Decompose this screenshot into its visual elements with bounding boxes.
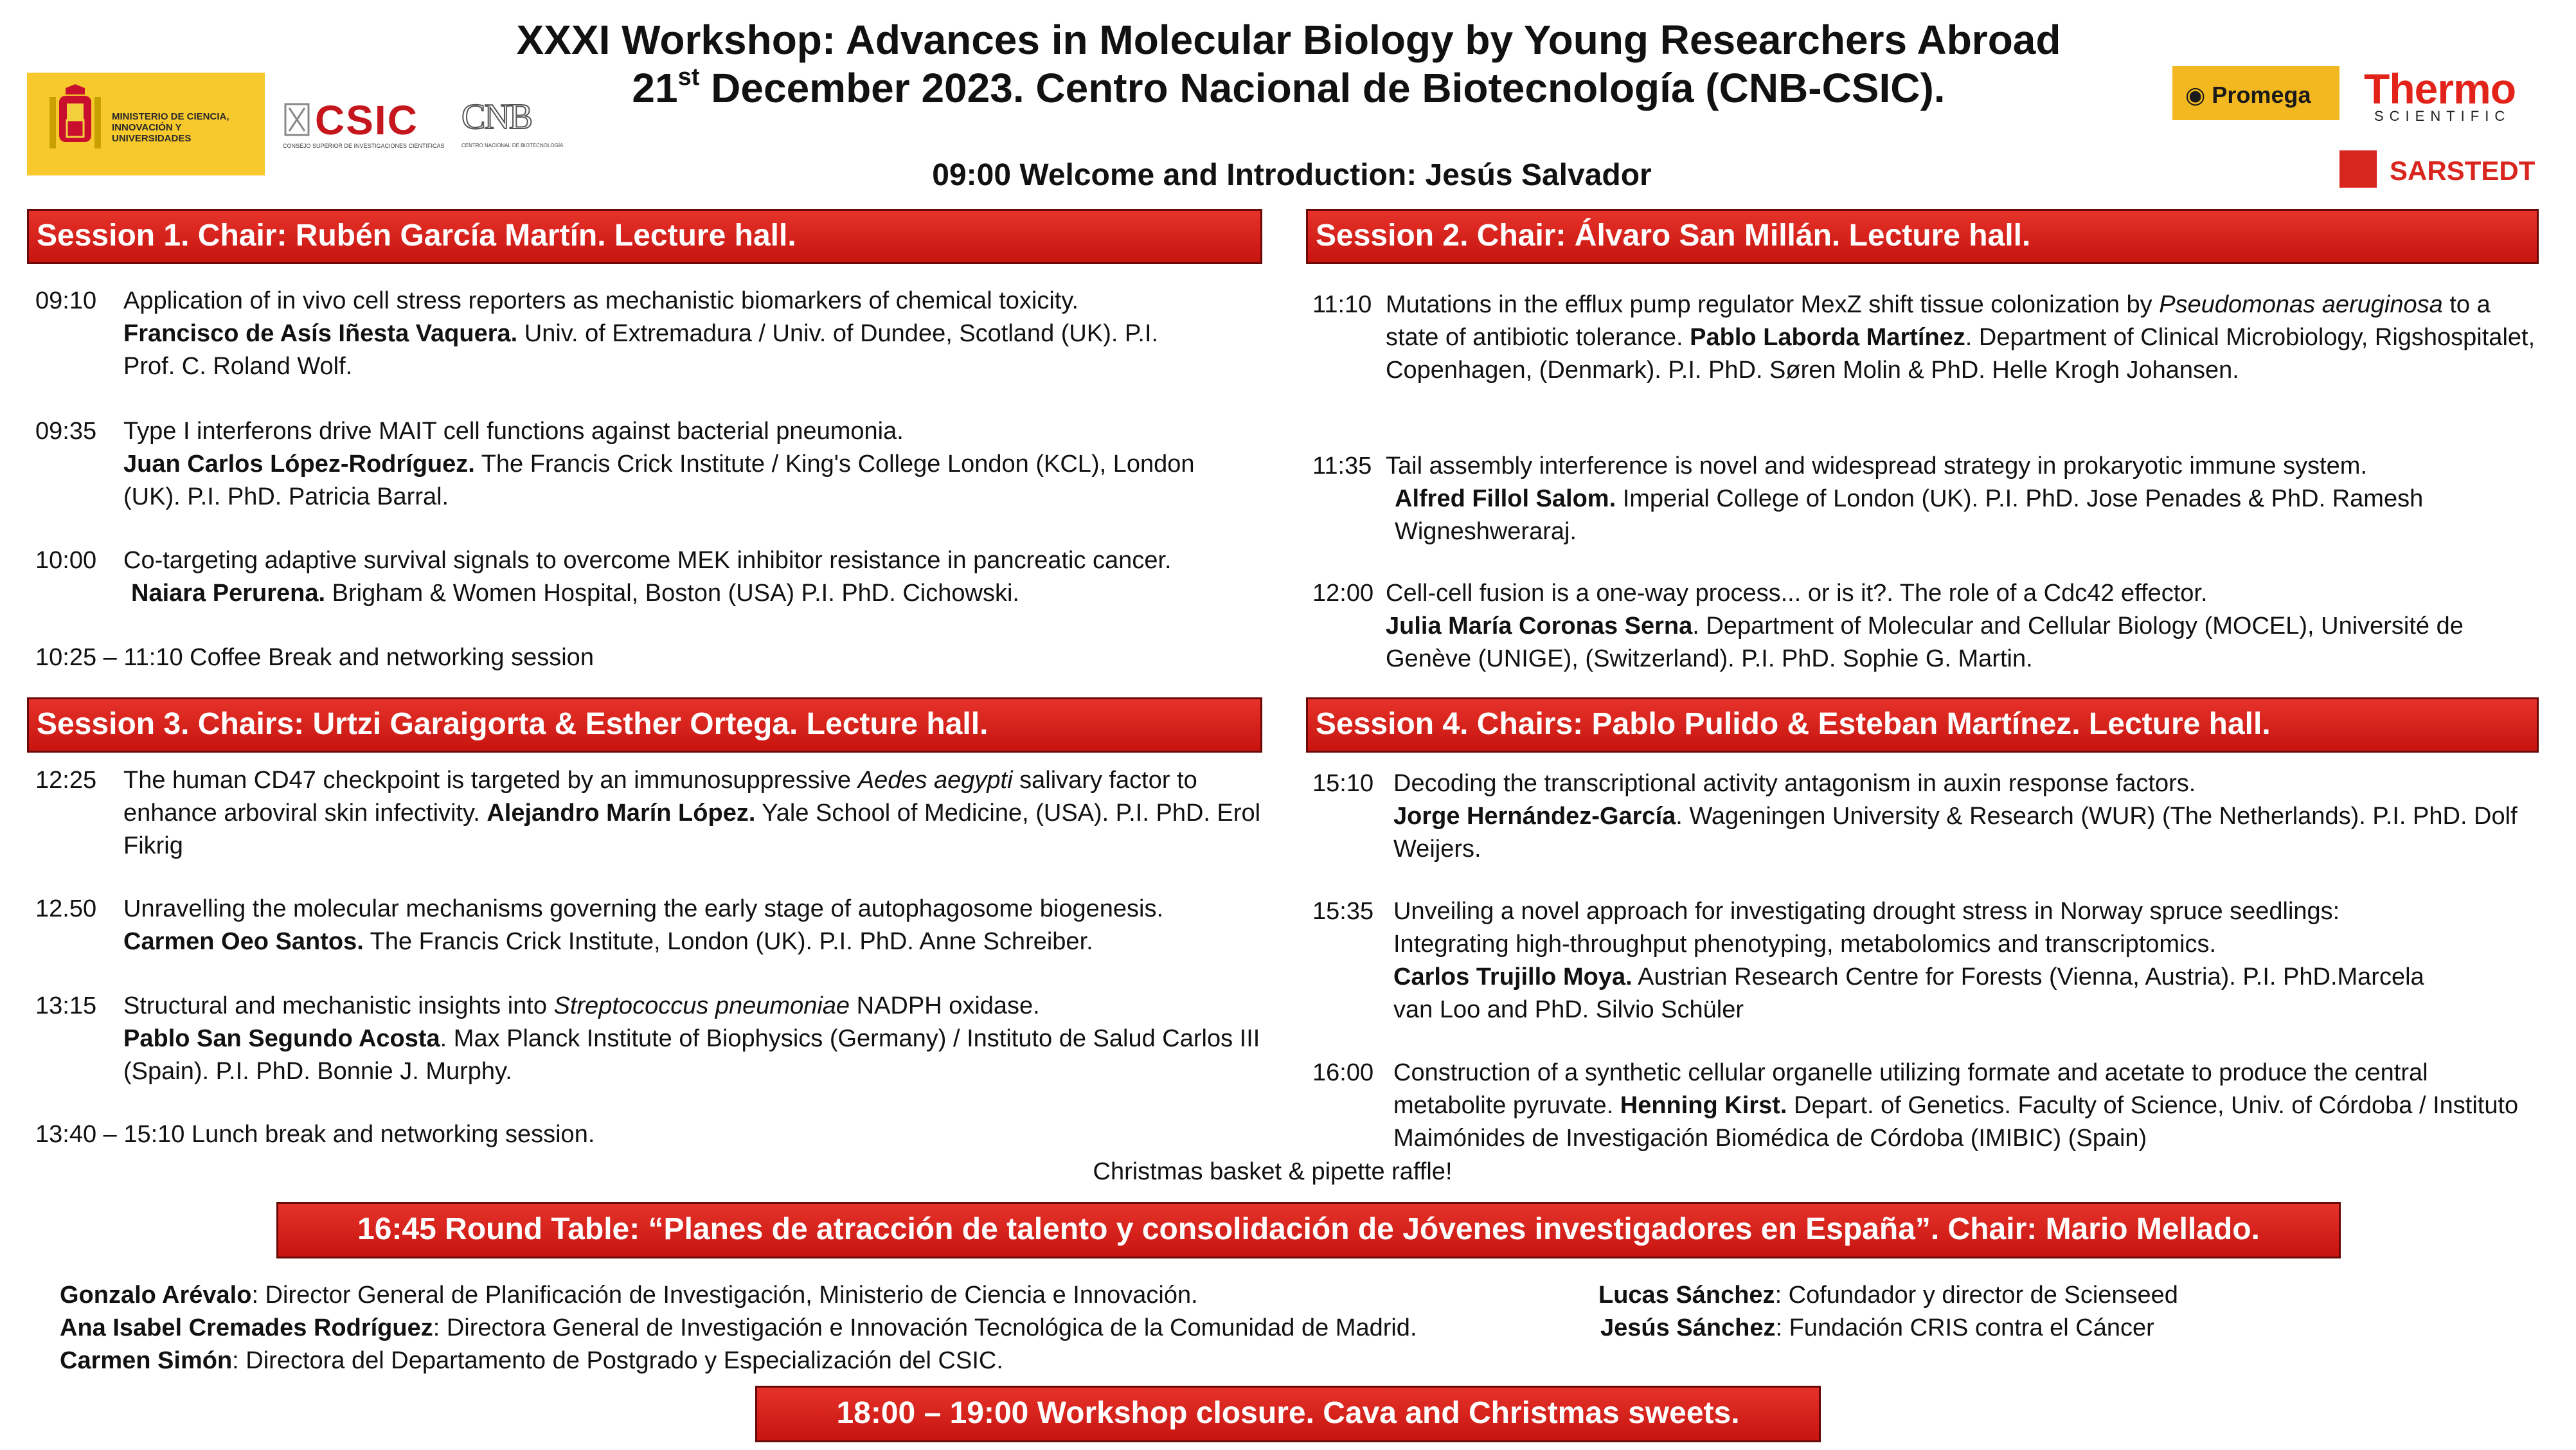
talk-entry: Construction of a synthetic cellular organelle utilizing formate and acetate to produce the central metabolite pyruvate. Henning Kirst. Depart. of Genetics. Faculty of Science, Univ. of Córdoba / Instituto Maimónides de Investigación Biomédica de Córdoba (IMIBIC) (Spain) [1393, 1059, 2519, 1152]
panelist: Carmen Simón: Directora del Departamento de Postgrado y Especialización del CSIC. [60, 1347, 1003, 1374]
talk-time: 09:35 [35, 418, 97, 445]
promega-mark-icon: ◉ [2185, 82, 2212, 108]
talk-time: 11:35 [1312, 452, 1372, 479]
talk-entry: Co-targeting adaptive survival signals to overcome MEK inhibitor resistance in pancreatic cancer. Naiara Perurena. Brigham & Women Hospital, Boston (USA) P.I. PhD. Cichowski. [123, 547, 1172, 607]
csic-emblem-icon [283, 102, 311, 138]
csic-logo: CSIC CONSEJO SUPERIOR DE INVESTIGACIONES CIENTÍFICAS [283, 97, 445, 149]
coffee-break: 10:25 – 11:10 Coffee Break and networking session [35, 644, 594, 671]
talk-time: 12:00 [1312, 580, 1374, 607]
ministerio-logo: MINISTERIO DE CIENCIA, INNOVACIÓN Y UNIVERSIDADES [27, 73, 265, 175]
poster-subtitle-date: 21st December 2023. Centro Nacional de Biotecnología (CNB-CSIC). [632, 64, 1945, 111]
welcome-introduction: 09:00 Welcome and Introduction: Jesús Salvador [932, 158, 1652, 192]
talk-time: 13:15 [35, 992, 97, 1019]
talk-time: 12:25 [35, 767, 97, 794]
promega-logo: ◉ Promega [2172, 66, 2339, 120]
panelist: Jesús Sánchez: Fundación CRIS contra el Cáncer [1600, 1314, 2154, 1341]
talk-time: 12.50 [35, 895, 97, 922]
round-table-header: 16:45 Round Table: “Planes de atracción de talento y consolidación de Jóvenes investigadores en España”. Chair: Mario Mellado. [276, 1202, 2341, 1258]
panelist: Lucas Sánchez: Cofundador y director de Scienseed [1598, 1282, 2178, 1309]
talk-entry: Unveiling a novel approach for investigating drought stress in Norway spruce seedlings: Integrating high-throughput phenotyping, metabolomics and transcriptomics. Carlos Trujillo Moya. Austrian Research Centre for Forests (Vienna, Austria). P.I. PhD.Marcela van Loo and PhD. Silvio Schüler [1393, 898, 2424, 1023]
talk-time: 11:10 [1312, 291, 1372, 318]
sarstedt-logo: SARSTEDT [2339, 147, 2552, 192]
panelist: Gonzalo Arévalo: Director General de Planificación de Investigación, Ministerio de Ciencia e Innovación. [60, 1282, 1198, 1309]
poster-title: XXXI Workshop: Advances in Molecular Biology by Young Researchers Abroad [516, 17, 2061, 63]
talk-entry: Structural and mechanistic insights into Streptococcus pneumoniae NADPH oxidase. Pablo San Segundo Acosta. Max Planck Institute of Biophysics (Germany) / Instituto de Salud Carlos III (Spain). P.I. PhD. Bonnie J. Murphy. [123, 992, 1260, 1085]
talk-time: 15:10 [1312, 770, 1374, 797]
talk-time: 09:10 [35, 287, 97, 314]
spain-coat-of-arms-icon [46, 84, 104, 164]
talk-entry: Unravelling the molecular mechanisms governing the early stage of autophagosome biogenesis. Carmen Oeo Santos. The Francis Crick Institute, London (UK). P.I. PhD. Anne Schreiber. [123, 895, 1164, 955]
session-4-header: Session 4. Chairs: Pablo Pulido & Esteban Martínez. Lecture hall. [1306, 697, 2539, 753]
sarstedt-mark-icon [2339, 150, 2377, 188]
talk-time: 16:00 [1312, 1059, 1374, 1086]
cnb-logo: CNB CENTRO NACIONAL DE BIOTECNOLOGÍA [461, 97, 564, 148]
talk-time: 15:35 [1312, 898, 1374, 925]
talk-entry: Application of in vivo cell stress reporters as mechanistic biomarkers of chemical toxicity. Francisco de Asís Iñesta Vaquera. Univ. of Extremadura / Univ. of Dundee, Scotland (UK). P.I. Prof. C. Roland Wolf. [123, 287, 1159, 380]
talk-entry: The human CD47 checkpoint is targeted by an immunosuppressive Aedes aegypti salivary factor to enhance arboviral skin infectivity. Alejandro Marín López. Yale School of Medicine, (USA). P.I. PhD. Erol Fikrig [123, 767, 1261, 859]
talk-entry: Tail assembly interference is novel and widespread strategy in prokaryotic immune system. Alfred Fillol Salom. Imperial College of London (UK). P.I. PhD. Jose Penades & PhD. Ramesh Wigneshweraraj. [1386, 452, 2424, 545]
session-2-header: Session 2. Chair: Álvaro San Millán. Lecture hall. [1306, 209, 2539, 264]
lunch-break: 13:40 – 15:10 Lunch break and networking session. [35, 1121, 595, 1148]
session-1-header: Session 1. Chair: Rubén García Martín. Lecture hall. [27, 209, 1262, 264]
panelist: Ana Isabel Cremades Rodríguez: Directora General de Investigación e Innovación Tecnológica de la Comunidad de Madrid. [60, 1314, 1417, 1341]
talk-entry: Cell-cell fusion is a one-way process... or is it?. The role of a Cdc42 effector. Julia María Coronas Serna. Department of Molecular and Cellular Biology (MOCEL), Université de Genève (UNIGE), (Switzerland). P.I. PhD. Sophie G. Martin. [1386, 580, 2464, 672]
talk-time: 10:00 [35, 547, 97, 574]
talk-entry: Type I interferons drive MAIT cell functions against bacterial pneumonia. Juan Carlos López-Rodríguez. The Francis Crick Institute / King's College London (KCL), London (UK). P.I. PhD. Patricia Barral. [123, 418, 1195, 510]
workshop-closure: 18:00 – 19:00 Workshop closure. Cava and Christmas sweets. [755, 1386, 1821, 1442]
talk-entry: Decoding the transcriptional activity antagonism in auxin response factors. Jorge Hernández-García. Wageningen University & Research (WUR) (The Netherlands). P.I. PhD. Dolf Weijers. [1393, 770, 2518, 863]
raffle-note: Christmas basket & pipette raffle! [1093, 1158, 1453, 1185]
session-3-header: Session 3. Chairs: Urtzi Garaigorta & Esther Ortega. Lecture hall. [27, 697, 1262, 753]
thermo-scientific-logo: Thermo SCIENTIFIC [2364, 65, 2516, 124]
talk-entry: Mutations in the efflux pump regulator MexZ shift tissue colonization by Pseudomonas aeruginosa to a state of antibiotic tolerance. Pablo Laborda Martínez. Department of Clinical Microbiology, Rigshospitalet, Copenhagen, (Denmark). P.I. PhD. Søren Molin & PhD. Helle Krogh Johansen. [1386, 291, 2536, 384]
